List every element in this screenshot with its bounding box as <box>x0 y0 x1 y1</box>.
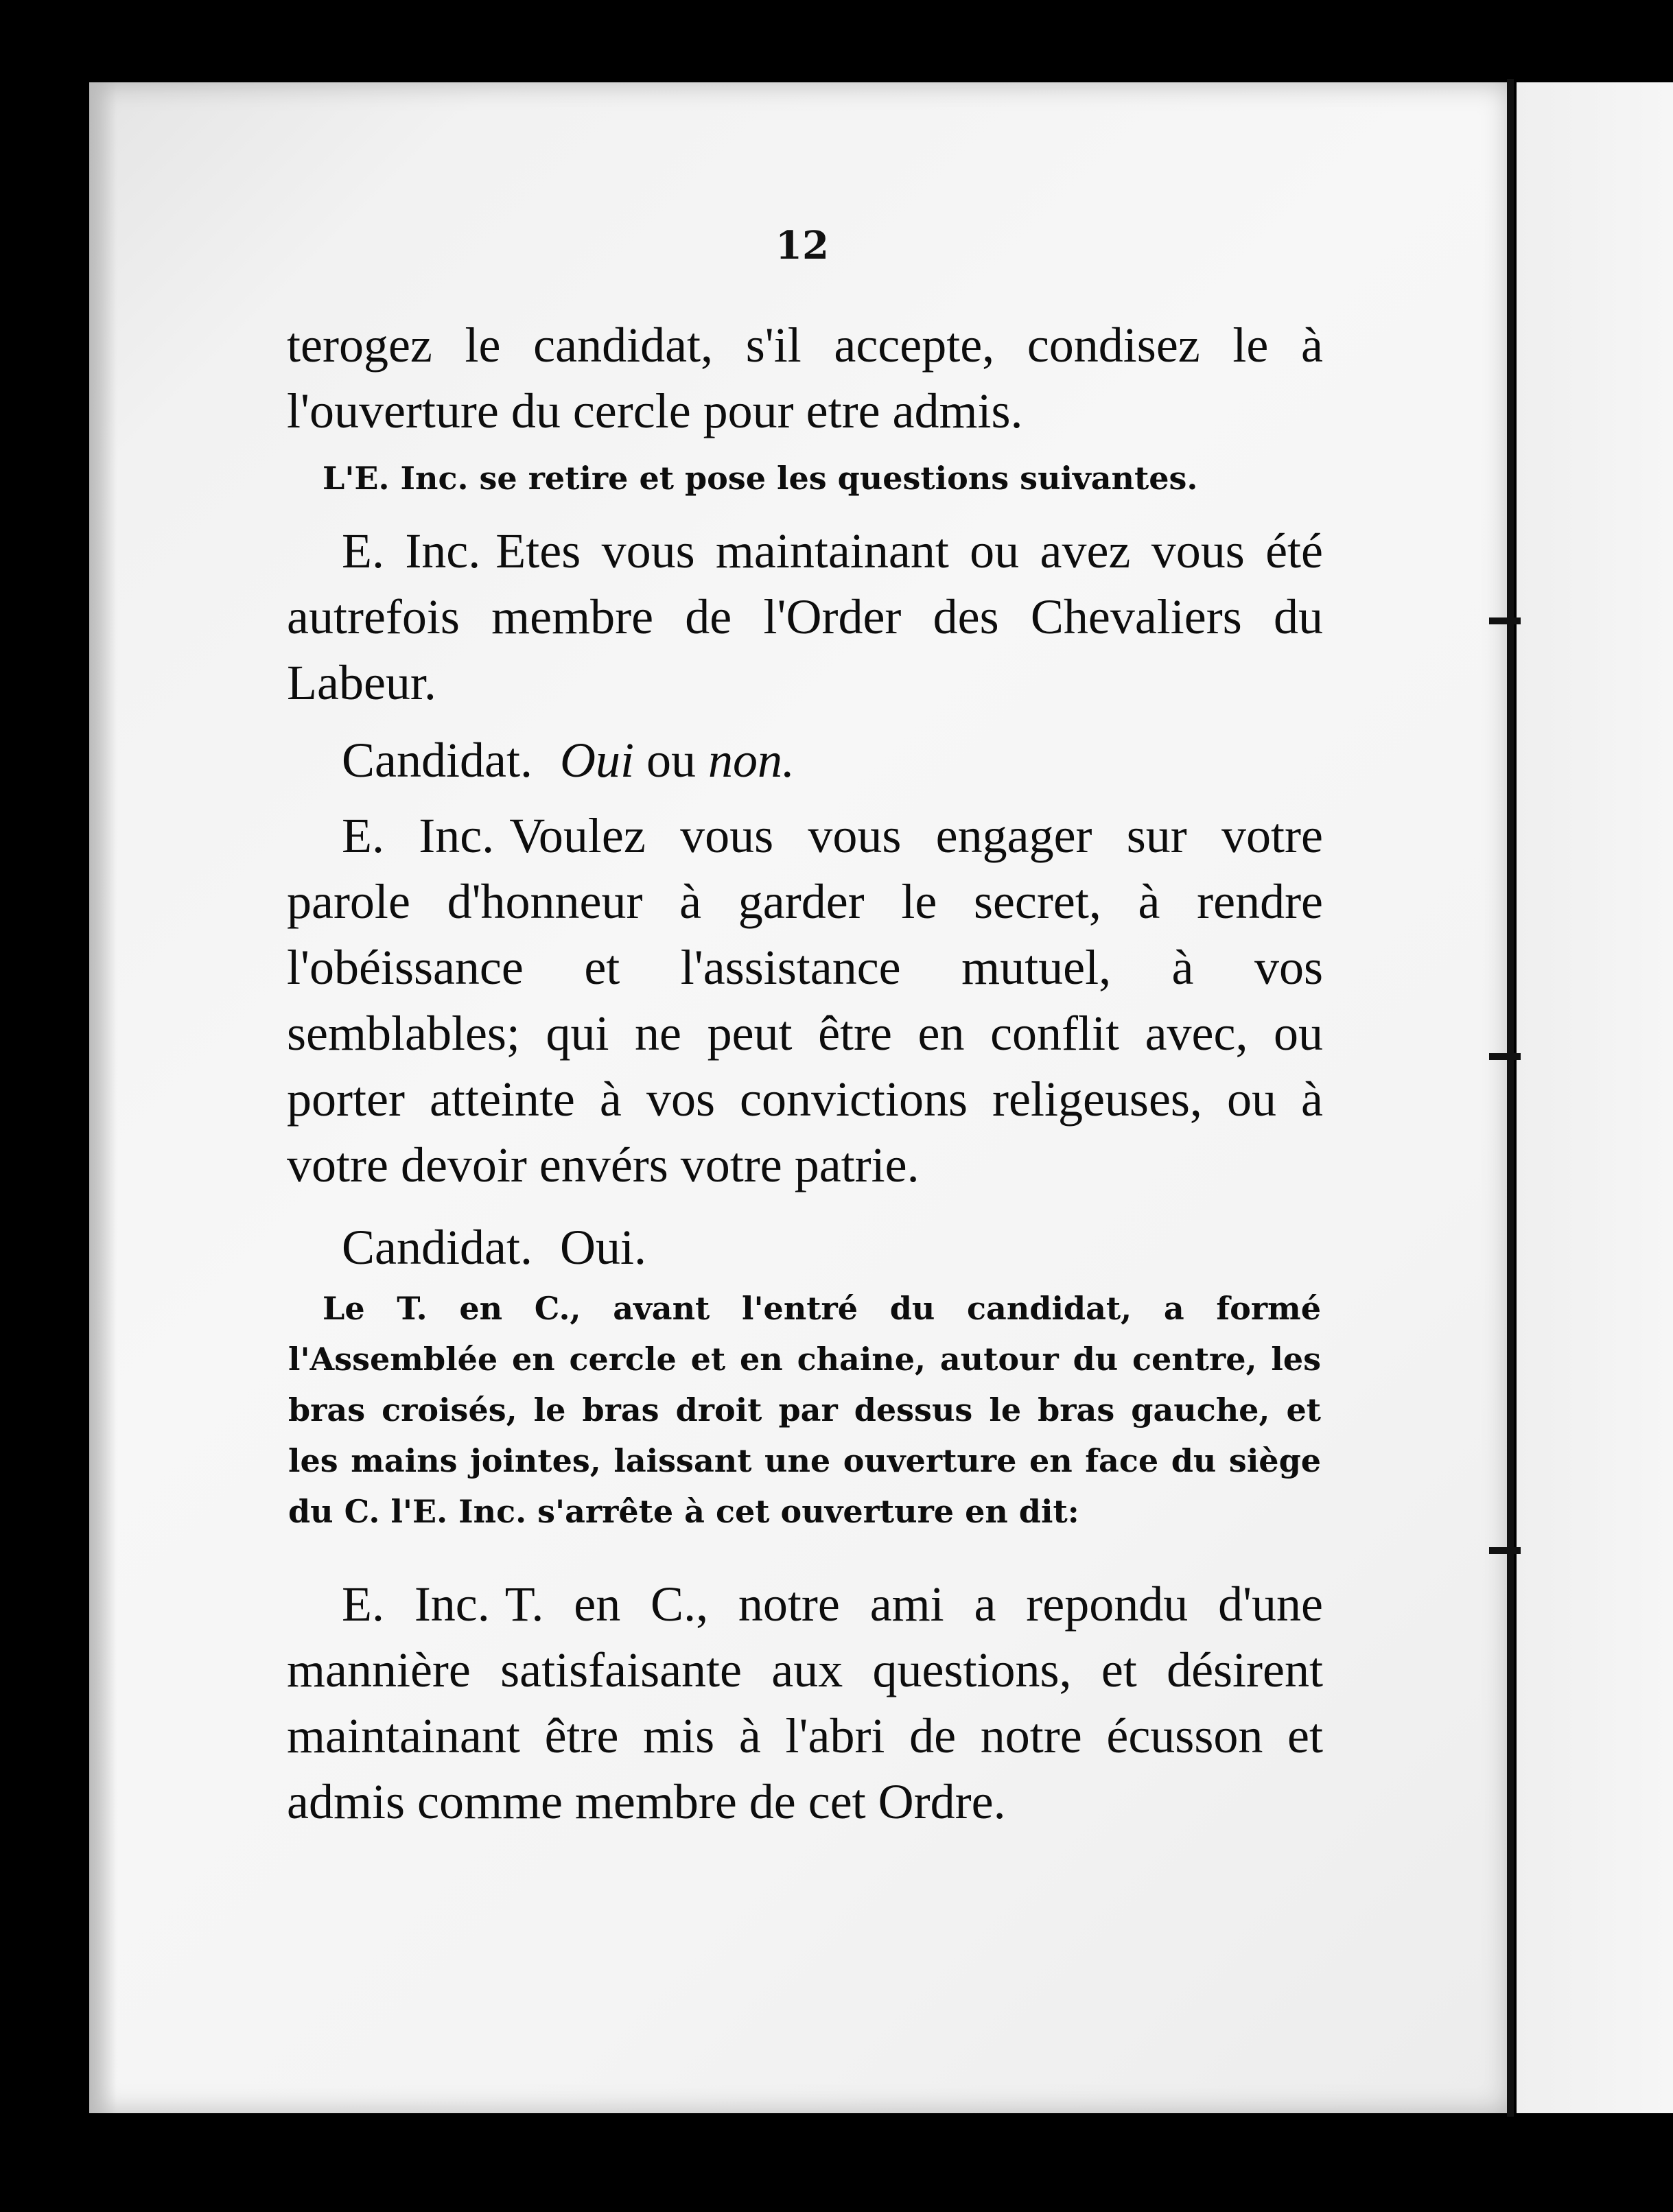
speaker-label: Candidat. <box>342 1220 533 1275</box>
answer-2 <box>287 1214 1323 1280</box>
answer-text: Oui. <box>559 1220 646 1275</box>
binding-mark <box>1489 1547 1521 1554</box>
binding-mark <box>1489 1053 1521 1060</box>
question-text: Etes vous maintainant ou avez vous été autrefois membre de l'Order des Chevaliers du Labeur. <box>287 523 1323 710</box>
page-border-line <box>1507 79 1514 2117</box>
question-1 <box>287 518 1323 716</box>
question-text: Voulez vous vous engager sur votre parole d'honneur à garder le secret, à rendre l'obéissance et l'assistance mutuel, à vos semblables; qui ne peut être en conflit avec, ou porter atteinte à vos convictions religeuses, ou à votre devoir envérs votre patrie. <box>287 808 1323 1192</box>
answer-ou: ou <box>646 733 696 788</box>
speaker-label: Candidat. <box>342 733 533 788</box>
question-text: T. en C., notre ami a repondu d'une mannière satisfaisante aux questions, et désirent maintainant être mis à l'abri de notre écusson et admis comme membre de cet Ordre. <box>287 1577 1323 1829</box>
binding-mark <box>1489 617 1521 624</box>
question-2 <box>287 803 1323 1198</box>
question-3 <box>287 1571 1323 1835</box>
stage-direction-text: L'E. Inc. se retire et pose les questions suivantes. <box>323 460 1198 497</box>
stage-direction <box>323 453 1297 504</box>
stage-direction <box>288 1283 1321 1537</box>
speaker-label: E. Inc. <box>342 808 495 863</box>
adjacent-page-edge <box>1517 82 1673 2113</box>
page-number: 12 <box>775 223 829 268</box>
answer-non: non. <box>707 733 795 788</box>
answer-1 <box>287 727 1323 793</box>
answer-oui: Oui <box>559 733 634 788</box>
speaker-label: E. Inc. <box>342 523 481 578</box>
paragraph-text: terogez le candidat, s'il accepte, condisez le à l'ouverture du cercle pour etre admis. <box>287 318 1323 438</box>
paragraph-continuation <box>287 312 1323 444</box>
stage-direction-text: Le T. en C., avant l'entré du candidat, a formé l'Assemblée en cercle et en chaine, autour du centre, les bras croisés, le bras droit par dessus le bras gauche, et les mains jointes, laissant une ouverture en face du siège du C. l'E. Inc. s'arrête à cet ouverture en dit: <box>288 1290 1321 1530</box>
speaker-label: E. Inc. <box>342 1577 490 1632</box>
